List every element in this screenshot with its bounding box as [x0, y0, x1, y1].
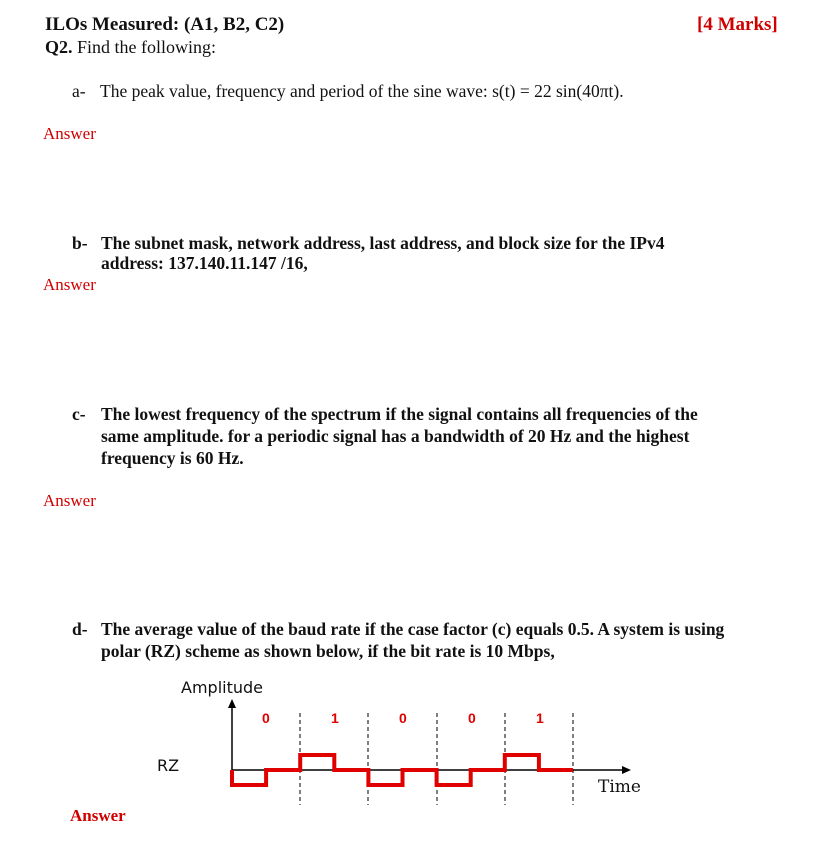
bit-label: 1: [331, 710, 339, 726]
bit-labels: [262, 710, 544, 726]
part-c-answer: Answer: [43, 491, 96, 510]
part-a-line-1: The peak value, frequency and period of the sine wave: s(t) = 22 sin(40πt).: [100, 81, 624, 101]
bit-label: 1: [536, 710, 544, 726]
part-c-line-2: same amplitude. for a periodic signal has a bandwidth of 20 Hz and the highest: [101, 426, 690, 446]
marks-label: [4 Marks]: [697, 14, 778, 35]
part-b-line-2: address: 137.140.11.147 /16,: [101, 253, 308, 273]
part-c-line-3: frequency is 60 Hz.: [101, 448, 244, 468]
rz-waveform: [232, 755, 573, 785]
part-b-line-1: The subnet mask, network address, last address, and block size for the IPv4: [101, 233, 665, 253]
bit-label: 0: [468, 710, 476, 726]
part-c-line-1: The lowest frequency of the spectrum if the signal contains all frequencies of the: [101, 404, 698, 424]
part-a-marker: a-: [72, 81, 86, 101]
part-d-line-2: polar (RZ) scheme as shown below, if the bit rate is 10 Mbps,: [101, 641, 555, 661]
part-a-answer: Answer: [43, 124, 96, 143]
part-b-marker: b-: [72, 233, 88, 253]
bit-label: 0: [262, 710, 270, 726]
part-b-answer: Answer: [43, 275, 96, 294]
part-d-answer: Answer: [70, 806, 126, 825]
part-c-marker: c-: [72, 404, 86, 424]
question-heading: [45, 37, 216, 58]
question-number: Q2.: [45, 37, 73, 57]
x-axis-label: Time: [598, 777, 641, 797]
y-axis-label: Amplitude: [181, 678, 263, 697]
x-axis-arrow: [622, 766, 631, 774]
part-d-marker: d-: [72, 619, 88, 639]
ilos-measured: ILOs Measured: (A1, B2, C2): [45, 14, 285, 35]
scheme-label: RZ: [157, 756, 180, 775]
y-axis-arrow: [228, 699, 236, 708]
question-prompt: Find the following:: [77, 37, 217, 57]
bit-label: 0: [399, 710, 407, 726]
bit-boundaries: [300, 713, 573, 805]
part-d-line-1: The average value of the baud rate if the case factor (c) equals 0.5. A system is using: [101, 619, 725, 639]
